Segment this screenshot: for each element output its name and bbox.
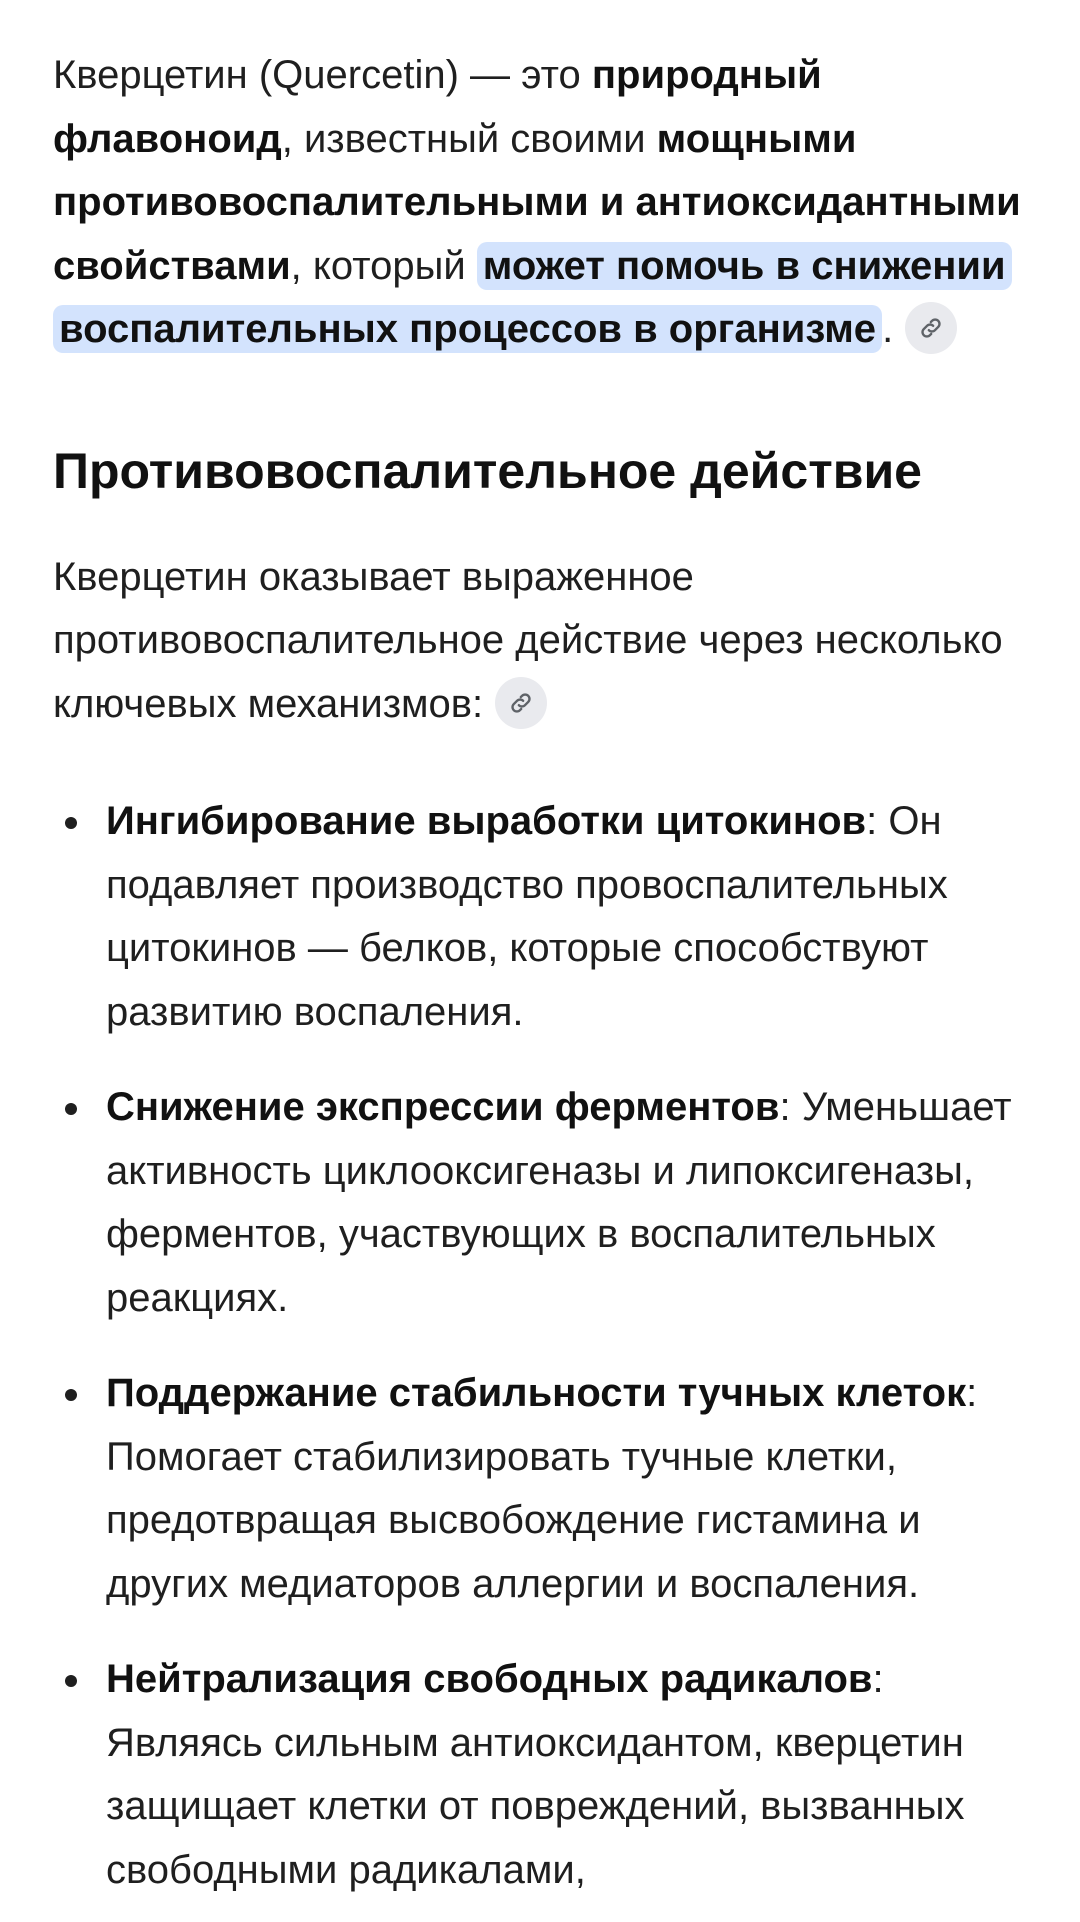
intro-bold-1: природный флавоноид [53, 53, 822, 161]
intro-text-2: , известный своими [281, 116, 657, 161]
intro-paragraph [53, 44, 1027, 362]
intro-bold-2: мощными противовоспалительными и антиоксидантными свойствами [53, 116, 1021, 288]
list-item [53, 1076, 1027, 1330]
intro-text-1: Кверцетин (Quercetin) — это [53, 53, 592, 97]
section-heading: Противовоспалительное действие [53, 442, 922, 499]
intro-text-3: , который [290, 243, 477, 288]
list-item [53, 790, 1027, 1044]
citation-button[interactable] [495, 677, 547, 729]
list-item-text: : Являясь сильным антиоксидантом, кверцетин защищает клетки от повреждений, вызванных свободными радикалами, [106, 1657, 965, 1892]
highlighted-claim[interactable]: может помочь в снижении воспалительных процессов в организме [53, 242, 1012, 354]
list-item-title: Нейтрализация свободных радикалов [106, 1657, 873, 1701]
list-item [53, 1648, 1027, 1902]
intro-text-4: . [882, 307, 894, 351]
list-item-title: Поддержание стабильности тучных клеток [106, 1371, 967, 1415]
link-icon [918, 315, 944, 341]
list-item-title: Ингибирование выработки цитокинов [106, 799, 867, 843]
list-item-title: Снижение экспрессии ферментов [106, 1085, 780, 1129]
section-lead-text: Кверцетин оказывает выраженное противовоспалительное действие через несколько ключевых механизмов: [53, 554, 1003, 726]
list-item-text: : Помогает стабилизировать тучные клетки, предотвращая высвобождение гистамина и других медиаторов аллергии и воспаления. [106, 1371, 978, 1606]
mechanism-list [53, 790, 1027, 1902]
section-lead-paragraph [53, 546, 1027, 737]
list-item-text: : Он подавляет производство провоспалительных цитокинов — белков, которые способствуют развитию воспаления. [106, 799, 948, 1034]
list-item-text: : Уменьшает активность циклооксигеназы и липоксигеназы, ферментов, участвующих в воспалительных реакциях. [106, 1085, 1012, 1320]
citation-button[interactable] [905, 302, 957, 354]
list-item [53, 1362, 1027, 1616]
link-icon [508, 690, 534, 716]
